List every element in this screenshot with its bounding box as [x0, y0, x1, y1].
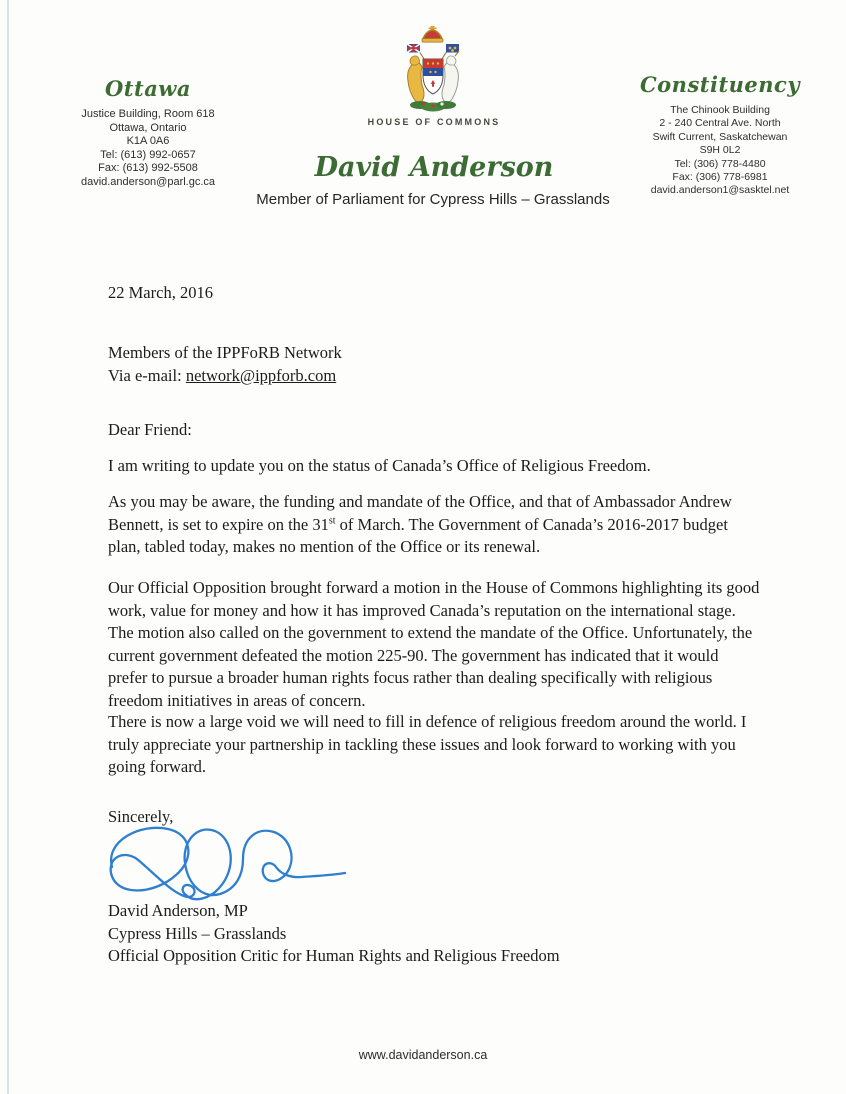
constituency-address-block [608, 72, 832, 198]
signer-block [108, 900, 760, 968]
canada-coat-of-arms-icon [402, 25, 464, 117]
mp-role-line: Member of Parliament for Cypress Hills – Grasslands [256, 191, 610, 208]
paragraph-3: Our Official Opposition brought forward a motion in the House of Commons highlighting its good work, value for money and how it has improved Canada’s reputation on the international stage. The motion also called on the government to extend the mandate of the Office. Unfortunately, the current government defeated the motion 225-90. The government has indicated that it would prefer to pursue a broader human rights focus rather than dealing specifically with religious freedom initiatives in areas of concern. [108, 578, 760, 710]
website-footer: www.davidanderson.ca [358, 1048, 488, 1062]
signer-title: Official Opposition Critic for Human Rights and Religious Freedom [108, 946, 560, 966]
ottawa-heading: Ottawa [105, 76, 191, 101]
scan-edge-artifact [7, 0, 9, 1094]
email-link[interactable]: network@ippforb.com [185, 365, 337, 385]
recipient-block [108, 342, 760, 387]
paragraph-4: There is now a large void we will need to fill in defence of religious freedom around the world. I truly appreciate your partnership in tackling these issues and look forward to working with you going forward. [108, 712, 747, 777]
paragraph-2-text: As you may be aware, the funding and mandate of the Office, and that of Ambassador Andrew Bennett, is set to expire on the 31 [108, 492, 732, 534]
via-email-line [108, 365, 760, 388]
constituency-address-line: 2 - 240 Central Ave. North [659, 117, 781, 130]
mp-name-heading: David Anderson [314, 152, 554, 183]
constituency-heading: Constituency [639, 72, 801, 97]
paragraph-2 [108, 491, 760, 559]
salutation: Dear Friend: [108, 420, 192, 439]
ottawa-address-line: K1A 0A6 [126, 135, 170, 148]
constituency-email: david.anderson1@sasktel.net [650, 184, 790, 197]
ottawa-address-line: Justice Building, Room 618 [81, 108, 215, 120]
ottawa-address-line: Ottawa, Ontario [109, 121, 187, 134]
ottawa-address-block [48, 76, 248, 190]
constituency-address-line: Swift Current, Saskatchewan [652, 130, 788, 143]
signer-riding: Cypress Hills – Grasslands [108, 923, 287, 943]
constituency-address-line: S9H 0L2 [699, 144, 741, 157]
via-email-prefix: Via e-mail: [108, 365, 186, 385]
ordinal-superscript: st [328, 515, 336, 527]
letter-date: 22 March, 2016 [108, 283, 213, 302]
constituency-address-line: The Chinook Building [670, 104, 770, 116]
closing-line: Sincerely, [108, 807, 174, 826]
signer-name: David Anderson, MP [108, 901, 248, 920]
ottawa-email: david.anderson@parl.gc.ca [80, 175, 216, 188]
paragraph-1: I am writing to update you on the status of Canada’s Office of Religious Freedom. [108, 456, 651, 475]
paragraph-2-text: of March. The Government of Canada’s 2016-2017 budget plan, tabled today, makes no mention of the Office or its renewal. [108, 514, 728, 557]
house-of-commons-label: HOUSE OF COMMONS [367, 117, 501, 127]
ottawa-address-line: Tel: (613) 992-0657 [100, 148, 196, 161]
constituency-address-line: Fax: (306) 778-6981 [672, 171, 768, 184]
ottawa-address-line: Fax: (613) 992-5508 [98, 162, 198, 175]
constituency-address-line: Tel: (306) 778-4480 [674, 157, 766, 170]
recipient-line: Members of the IPPFoRB Network [108, 343, 342, 362]
handwritten-signature [100, 817, 352, 907]
